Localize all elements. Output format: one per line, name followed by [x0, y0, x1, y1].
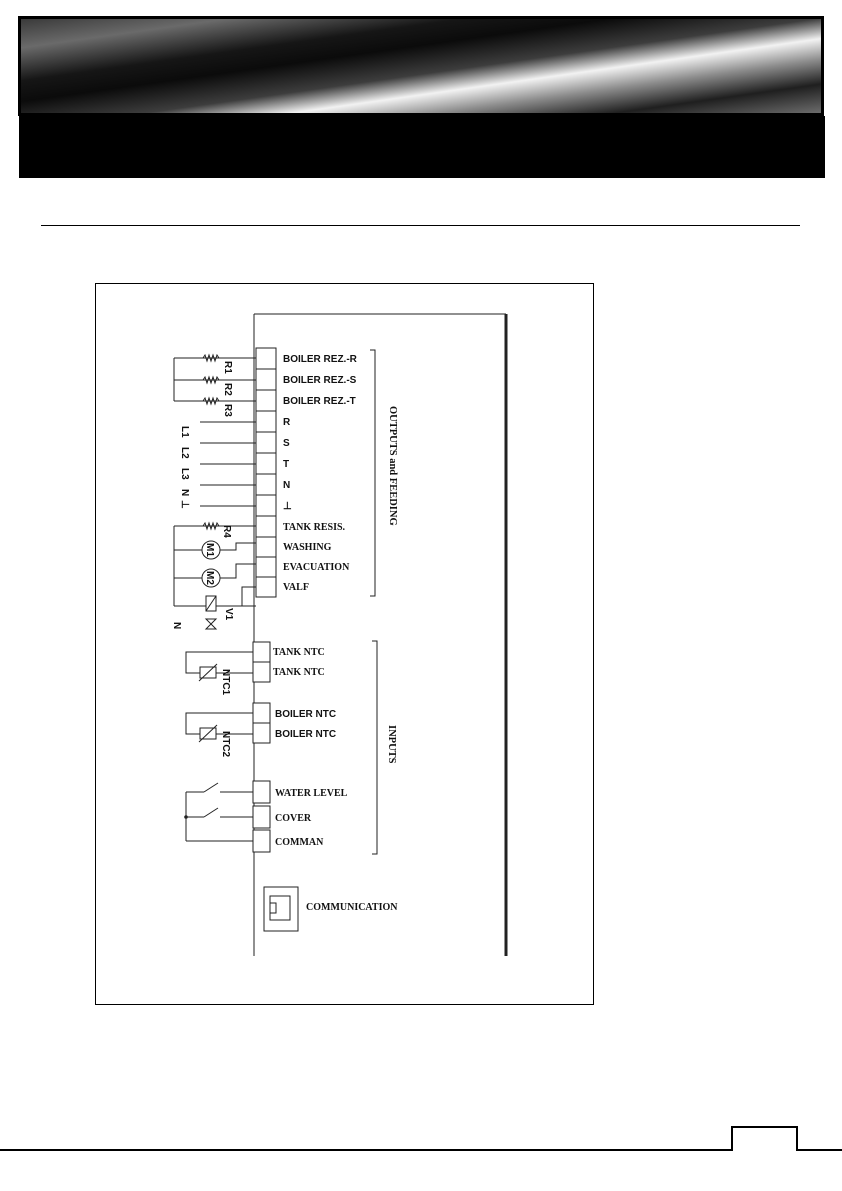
terminal-box — [256, 577, 276, 597]
terminal-label: T — [283, 459, 290, 470]
wire — [220, 543, 256, 550]
header-band — [19, 116, 825, 178]
terminal-box — [256, 411, 276, 432]
terminal-label: BOILER REZ.-T — [283, 396, 356, 407]
terminal-box — [253, 642, 270, 662]
terminal-box — [256, 557, 276, 577]
terminal-label: BOILER NTC — [275, 729, 337, 740]
m2-label: M2 — [204, 571, 215, 585]
l3-label: L3 — [179, 468, 190, 480]
terminal-box — [256, 516, 276, 537]
inputs-bracket — [372, 641, 377, 854]
terminal-label: ⊥ — [283, 501, 292, 512]
valve-v1-icon — [206, 619, 216, 629]
terminal-label: EVACUATION — [283, 562, 350, 573]
terminal-box — [253, 703, 270, 723]
terminal-box — [256, 432, 276, 453]
header-divider — [41, 225, 800, 226]
terminal-label: WATER LEVEL — [275, 788, 348, 799]
terminal-label: TANK RESIS. — [283, 522, 346, 533]
r3-label: R3 — [222, 404, 233, 417]
page-number-tab — [731, 1126, 798, 1151]
terminal-label: TANK NTC — [273, 647, 325, 658]
n-bottom-label: N — [171, 622, 182, 630]
communication-label: COMMUNICATION — [306, 902, 398, 913]
terminal-label: COVER — [275, 813, 312, 824]
cover-switch-icon — [204, 808, 218, 817]
terminal-label: COMMAN — [275, 837, 324, 848]
footer-line — [0, 1149, 842, 1151]
l1-label: L1 — [179, 426, 190, 438]
terminal-box — [253, 830, 270, 852]
junction-dot — [184, 815, 188, 819]
m1-label: M1 — [204, 543, 215, 557]
terminal-label: R — [283, 417, 291, 428]
terminal-label: TANK NTC — [273, 667, 325, 678]
terminal-box — [256, 537, 276, 557]
n-label: N — [179, 489, 190, 497]
terminal-label: BOILER REZ.-R — [283, 354, 357, 365]
v1-label: V1 — [223, 608, 234, 621]
terminal-label: WASHING — [283, 542, 332, 553]
wiring-diagram — [95, 283, 594, 1005]
r4-label: R4 — [221, 525, 232, 538]
wire — [186, 713, 253, 734]
terminal-box — [253, 723, 270, 743]
terminal-label: VALF — [283, 582, 309, 593]
water-level-switch-icon — [204, 783, 218, 792]
terminal-box — [256, 453, 276, 474]
terminal-box — [256, 369, 276, 390]
terminal-label: BOILER NTC — [275, 709, 337, 720]
wiring-diagram-svg — [96, 284, 595, 1006]
terminal-box — [253, 662, 270, 682]
wire — [220, 564, 256, 578]
l2-label: L2 — [179, 447, 190, 459]
terminal-label: S — [283, 438, 290, 449]
outputs-bracket — [370, 350, 375, 596]
r1-label: R1 — [222, 361, 233, 374]
terminal-label: BOILER REZ.-S — [283, 375, 357, 386]
ntc2-label: NTC2 — [220, 731, 231, 758]
terminal-box — [256, 348, 276, 369]
header-banner — [18, 16, 824, 116]
terminal-box — [253, 781, 270, 803]
terminal-box — [253, 806, 270, 828]
terminal-box — [256, 474, 276, 495]
r2-label: R2 — [222, 383, 233, 396]
inputs-group-label: INPUTS — [386, 725, 397, 764]
communication-port-pin — [270, 903, 276, 913]
outputs-group-label: OUTPUTS and FEEDING — [387, 406, 398, 526]
terminal-box — [256, 390, 276, 411]
terminal-label: N — [283, 480, 291, 491]
ground-icon: ⊥ — [179, 500, 190, 509]
terminal-box — [256, 495, 276, 516]
ntc1-label: NTC1 — [220, 669, 231, 696]
wire — [186, 652, 253, 673]
